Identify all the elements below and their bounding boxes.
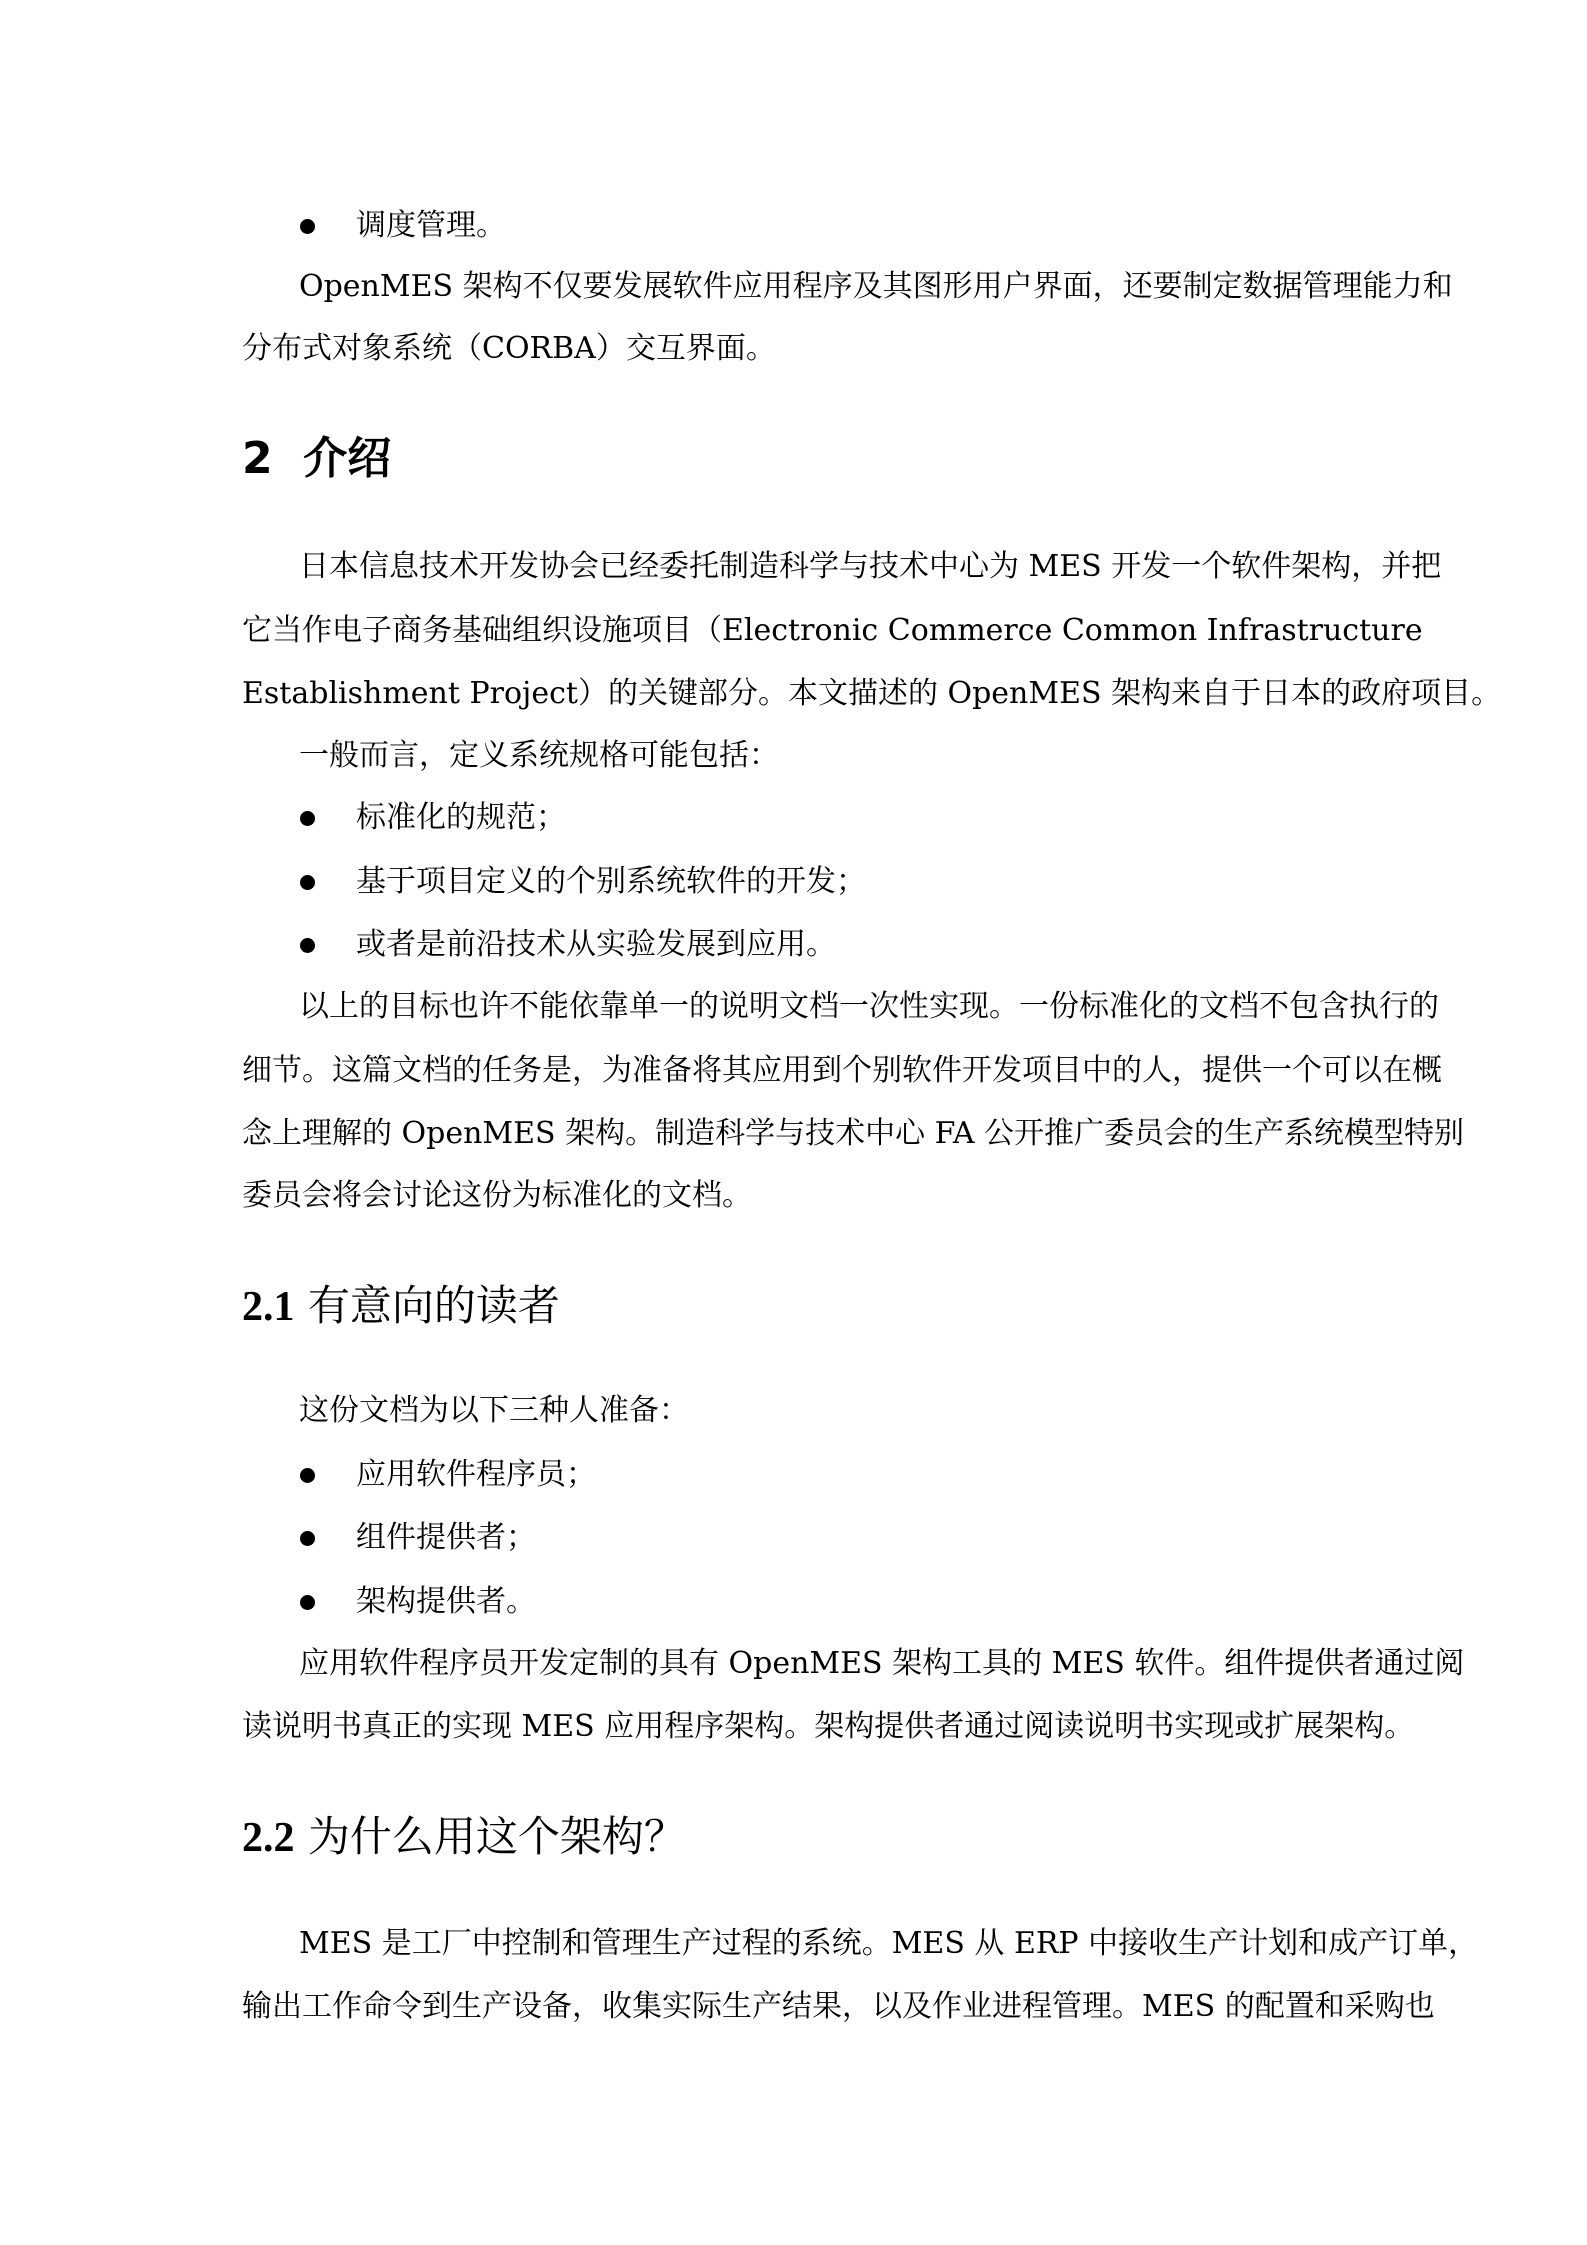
bullet-item: 标准化的规范； xyxy=(356,800,566,835)
paragraph-line: 细节。这篇文档的任务是，为准备将其应用到个别软件开发项目中的人，提供一个可以在概 xyxy=(242,1053,1442,1088)
bullet-icon xyxy=(300,811,315,826)
paragraph-line: MES 是工厂中控制和管理生产过程的系统。MES 从 ERP 中接收生产计划和成产订单， xyxy=(299,1926,1479,1961)
paragraph-line: 读说明书真正的实现 MES 应用程序架构。架构提供者通过阅读说明书实现或扩展架构。 xyxy=(242,1709,1415,1744)
paragraph-line: 日本信息技术开发协会已经委托制造科学与技术中心为 MES 开发一个软件架构，并把 xyxy=(299,549,1442,584)
heading-number: 2 xyxy=(242,433,273,484)
paragraph-line: 它当作电子商务基础组织设施项目（Electronic Commerce Common Infrastructure xyxy=(242,613,1423,648)
heading-introduction xyxy=(242,431,391,487)
heading-number: 2.1 xyxy=(242,1284,295,1330)
heading-intended-readers xyxy=(242,1278,560,1335)
paragraph-line: 这份文档为以下三种人准备： xyxy=(299,1393,689,1428)
paragraph-line: 分布式对象系统（CORBA）交互界面。 xyxy=(242,331,776,366)
bullet-item: 架构提供者。 xyxy=(356,1584,536,1619)
paragraph-line: 念上理解的 OpenMES 架构。制造科学与技术中心 FA 公开推广委员会的生产系统模型特别 xyxy=(242,1116,1465,1151)
bullet-icon xyxy=(300,938,315,953)
heading-title: 有意向的读者 xyxy=(307,1281,560,1330)
bullet-item: 基于项目定义的个别系统软件的开发； xyxy=(356,864,866,899)
bullet-item: 组件提供者； xyxy=(356,1520,536,1555)
bullet-item: 或者是前沿技术从实验发展到应用。 xyxy=(356,927,836,962)
paragraph-line: 委员会将会讨论这份为标准化的文档。 xyxy=(242,1178,752,1213)
bullet-icon xyxy=(300,1468,315,1483)
bullet-icon xyxy=(300,875,315,890)
paragraph-line: Establishment Project）的关键部分。本文描述的 OpenMES 架构来自于日本的政府项目。 xyxy=(242,676,1502,711)
paragraph-line: 一般而言，定义系统规格可能包括： xyxy=(299,738,779,773)
bullet-item: 应用软件程序员； xyxy=(356,1457,596,1492)
heading-title: 为什么用这个架构？ xyxy=(307,1812,686,1861)
paragraph-line: OpenMES 架构不仅要发展软件应用程序及其图形用户界面，还要制定数据管理能力和 xyxy=(299,269,1453,304)
heading-title: 介绍 xyxy=(303,433,392,484)
bullet-icon xyxy=(300,1595,315,1610)
heading-why-architecture xyxy=(242,1809,686,1866)
heading-number: 2.2 xyxy=(242,1815,295,1861)
paragraph-line: 应用软件程序员开发定制的具有 OpenMES 架构工具的 MES 软件。组件提供者通过阅 xyxy=(299,1646,1465,1681)
paragraph-line: 以上的目标也许不能依靠单一的说明文档一次性实现。一份标准化的文档不包含执行的 xyxy=(299,989,1439,1024)
bullet-item: 调度管理。 xyxy=(356,208,506,243)
paragraph-line: 输出工作命令到生产设备，收集实际生产结果，以及作业进程管理。MES 的配置和采购也 xyxy=(242,1989,1435,2024)
bullet-icon xyxy=(300,1531,315,1546)
bullet-icon xyxy=(300,219,315,234)
